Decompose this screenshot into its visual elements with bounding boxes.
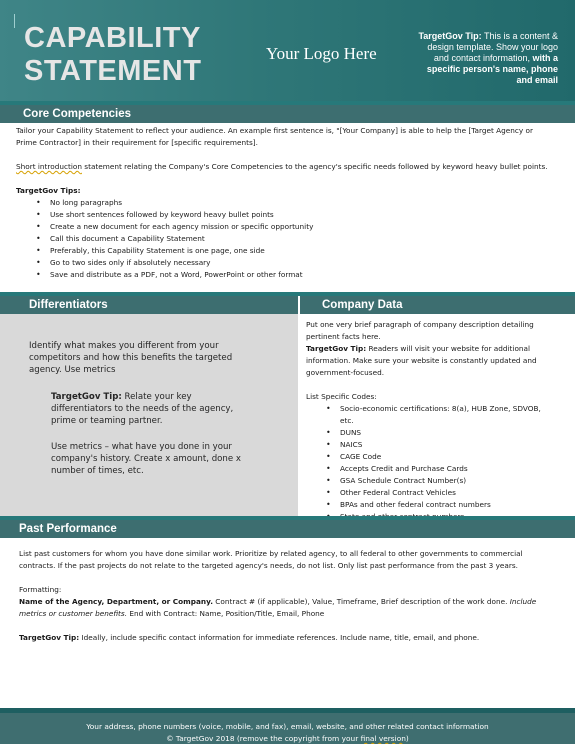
differentiators-tip-text: Relate your key differentiators to the needs of the agency, prime or teaming partner. <box>51 392 234 426</box>
differentiators-tip <box>51 391 251 427</box>
core-para-2 <box>16 161 551 173</box>
past-format-text <box>19 596 552 620</box>
list-item: • Save and distribute as a PDF, not a Word, PowerPoint or other format <box>36 269 551 281</box>
header-tip-label: TargetGov Tip: <box>418 31 482 41</box>
past-para-1: List past customers for whom you have done similar work. Prioritize by related agency, to all federal to other governments to commercial contracts. If the past projects do not relate to the targeted agency's needs, do not list. Only list past performance from the past 3 years. <box>19 549 523 570</box>
header-accent-mark <box>14 14 15 28</box>
column-divider <box>298 296 300 520</box>
past-formatting-label: Formatting: <box>19 585 62 594</box>
list-item: • Socio-economic certifications: 8(a), HUB Zone, SDVOB, etc. <box>326 403 552 427</box>
company-codes-list <box>326 403 552 523</box>
differentiators-para-3: Use metrics – what have you done in your company's history. Create x amount, done x number of times, etc. <box>51 442 241 476</box>
footer-copyright-suffix: ) <box>405 734 409 743</box>
list-item: • Accepts Credit and Purchase Cards <box>326 463 552 475</box>
company-tip-label: TargetGov Tip: <box>306 344 367 353</box>
core-tips-label <box>16 185 551 197</box>
list-item: • CAGE Code <box>326 451 552 463</box>
past-tip-label: TargetGov Tip: <box>19 633 80 642</box>
list-item: • Go to two sides only if absolutely necessary <box>36 257 551 269</box>
company-tip <box>306 343 552 379</box>
footer-copyright-final-version: final version <box>360 734 406 743</box>
past-format-bold: Name of the Agency, Department, or Company. <box>19 597 213 606</box>
differentiators-heading: Differentiators <box>0 296 298 314</box>
title-line-1: CAPABILITY <box>24 22 201 54</box>
core-tips-list <box>36 197 551 281</box>
list-item: • BPAs and other federal contract numbers <box>326 499 552 511</box>
list-item: • Call this document a Capability Statement <box>36 233 551 245</box>
header-tip-bold: with a specific person's name, phone and email <box>426 53 558 85</box>
list-item: • Use short sentences followed by keyword heavy bullet points <box>36 209 551 221</box>
list-item: • No long paragraphs <box>36 197 551 209</box>
past-format-text-1: Contract # (if applicable), Value, Timeframe, Brief description of the work done. <box>212 597 510 606</box>
company-codes-label: List Specific Codes: <box>306 392 377 401</box>
past-performance-body <box>19 548 552 644</box>
header-tip <box>418 31 558 86</box>
header-banner <box>0 0 575 101</box>
company-para-1: Put one very brief paragraph of company description detailing pertinent facts here. <box>306 320 534 341</box>
footer-contact-info: Your address, phone numbers (voice, mobile, and fax), email, website, and other related contact information <box>86 722 489 731</box>
list-item: • Other Federal Contract Vehicles <box>326 487 552 499</box>
past-format-italic: Include metrics or customer benefits. <box>19 597 537 618</box>
core-competencies-body <box>16 125 551 281</box>
header-tip-text: This is a content & design template. Show your logo and contact information, <box>427 31 558 63</box>
company-tip-text: Readers will visit your website for additional information. Make sure your website is constantly updated and government-focused. <box>306 344 537 377</box>
core-para-1: Tailor your Capability Statement to reflect your audience. An example first sentence is, "[Your Company] is able to help the [Target Agency or Prime Contractor] in their requirement for [specific requirements]. <box>16 126 533 147</box>
past-performance-heading: Past Performance <box>0 520 575 538</box>
past-tip-text: Ideally, include specific contact information for immediate references. Include name, title, email, and phone. <box>79 633 480 642</box>
footer-copyright <box>0 734 575 743</box>
list-item: • DUNS <box>326 427 552 439</box>
core-para-2-lead: Short introduction <box>16 162 82 171</box>
past-tip <box>19 632 552 644</box>
logo-placeholder: Your Logo Here <box>266 44 377 63</box>
footer-copyright-prefix: © TargetGov 2018 (remove the copyright from your <box>166 734 361 743</box>
document-title <box>24 22 201 88</box>
core-competencies-heading: Core Competencies <box>0 105 575 123</box>
differentiators-tip-label: TargetGov Tip: <box>51 392 122 402</box>
list-item: • NAICS <box>326 439 552 451</box>
company-data-body <box>306 319 552 523</box>
company-data-heading: Company Data <box>300 296 575 314</box>
list-item: • Create a new document for each agency mission or specific opportunity <box>36 221 551 233</box>
list-item: • GSA Schedule Contract Number(s) <box>326 475 552 487</box>
footer-bar <box>0 708 575 744</box>
differentiators-para-1: Identify what makes you different from your competitors and how this benefits the targeted agency. Use metrics <box>29 341 233 375</box>
core-tips-label-text: TargetGov Tips: <box>16 186 81 195</box>
core-para-2-rest: statement relating the Company's Core Competencies to the agency's specific needs followed by keyword heavy bullet points. <box>81 162 548 171</box>
past-format-text-2: End with Contract: Name, Position/Title, Email, Phone <box>127 609 325 618</box>
title-line-2: STATEMENT <box>24 55 202 87</box>
list-item: • Preferably, this Capability Statement is one page, one side <box>36 245 551 257</box>
